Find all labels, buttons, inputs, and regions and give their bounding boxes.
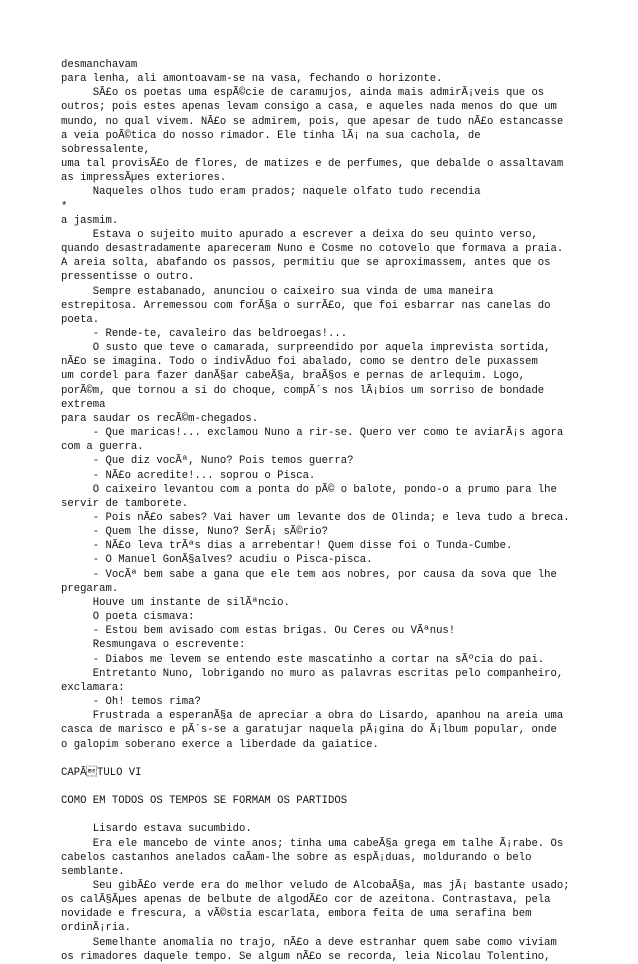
text-line: Houve um instante de silÃªncio. bbox=[61, 596, 290, 609]
text-block-narrative bbox=[61, 58, 601, 752]
text-line: cabelos castanhos anelados caÃam-lhe sobre as espÃ¡duas, moldurando o belo bbox=[61, 851, 532, 864]
text-block-chapter bbox=[61, 822, 601, 964]
text-line: Naqueles olhos tudo eram prados; naquele olfato tudo recendia bbox=[61, 186, 481, 199]
text-line: Lisardo estava sucumbido. bbox=[61, 823, 252, 836]
document-page bbox=[61, 58, 601, 964]
text-line: a veia poÃ©tica do nosso rimador. Ele tinha lÃ¡ na sua cachola, de bbox=[61, 129, 481, 142]
text-line: Entretanto Nuno, lobrigando no muro as palavras escritas pelo companheiro, bbox=[61, 667, 564, 680]
chapter-title: COMO EM TODOS OS TEMPOS SE FORMAM OS PARTIDOS bbox=[61, 795, 348, 808]
text-line: Estava o sujeito muito apurado a escrever a deixa do seu quinto verso, bbox=[61, 228, 538, 241]
text-line: - O Manuel GonÃ§alves? acudiu o Pisca-pisca. bbox=[61, 554, 373, 567]
spacer bbox=[61, 808, 601, 822]
text-line: nÃ£o se imagina. Todo o indivÃduo foi abalado, como se dentro dele puxassem bbox=[61, 356, 538, 369]
text-line: - Rende-te, cavaleiro das beldroegas!... bbox=[61, 327, 348, 340]
text-line: a jasmim. bbox=[61, 214, 119, 227]
text-line: Frustrada a esperanÃ§a de apreciar a obra do Lisardo, apanhou na areia uma bbox=[61, 710, 564, 723]
chapter-label: CAPÃTULO VI bbox=[61, 766, 142, 779]
text-line: exclamara: bbox=[61, 681, 125, 694]
text-line: um cordel para fazer danÃ§ar cabeÃ§a, braÃ§os e pernas de arlequim. Logo, bbox=[61, 370, 526, 383]
text-line: para lenha, ali amontoavam-se na vasa, fechando o horizonte. bbox=[61, 73, 443, 86]
text-line: para saudar os recÃ©m-chegados. bbox=[61, 412, 259, 425]
text-line: Semelhante anomalia no trajo, nÃ£o a deve estranhar quem sabe como viviam bbox=[61, 936, 557, 949]
text-line: semblante. bbox=[61, 865, 125, 878]
text-line: - Que diz vocÃª, Nuno? Pois temos guerra? bbox=[61, 455, 354, 468]
text-line: as impressÃµes exteriores. bbox=[61, 172, 227, 185]
text-line: com a guerra. bbox=[61, 441, 144, 454]
spacer bbox=[61, 752, 601, 766]
text-line: - Diabos me levem se entendo este mascatinho a cortar na sÃºcia do pai. bbox=[61, 653, 545, 666]
text-line: o galopim soberano exerce a liberdade da gaiatice. bbox=[61, 738, 379, 751]
text-line: - Que maricas!... exclamou Nuno a rir-se. Quero ver como te aviarÃ¡s agora bbox=[61, 427, 564, 440]
text-line: porÃ©m, que tornou a si do choque, compÃ´s nos lÃ¡bios um sorriso de bondade bbox=[61, 384, 545, 397]
text-line: estrepitosa. Arremessou com forÃ§a o surrÃ£o, que foi esbarrar nas canelas do bbox=[61, 299, 551, 312]
text-line: extrema bbox=[61, 398, 106, 411]
text-line: os rimadores daquele tempo. Se algum nÃ£o se recorda, leia Nicolau Tolentino, bbox=[61, 950, 551, 963]
text-line: uma tal provisÃ£o de flores, de matizes e de perfumes, que debalde o assaltavam bbox=[61, 158, 564, 171]
text-line: servir de tamborete. bbox=[61, 497, 189, 510]
text-line: Resmungava o escrevente: bbox=[61, 639, 246, 652]
text-line: O caixeiro levantou com a ponta do pÃ© o balote, pondo-o a prumo para lhe bbox=[61, 483, 557, 496]
text-line: - Pois nÃ£o sabes? Vai haver um levante dos de Olinda; e leva tudo a breca. bbox=[61, 512, 570, 524]
text-line: poeta. bbox=[61, 313, 100, 326]
text-line: quando desastradamente apareceram Nuno e Cosme no cotovelo que formava a praia. bbox=[61, 243, 564, 256]
text-line: os calÃ§Ãµes apenas de belbute de algodÃ£o cor de azeitona. Contrastava, pela bbox=[61, 894, 551, 907]
text-line: O poeta cismava: bbox=[61, 611, 195, 624]
text-line: Sempre estabanado, anunciou o caixeiro sua vinda de uma maneira bbox=[61, 285, 494, 298]
text-line: Era ele mancebo de vinte anos; tinha uma cabeÃ§a grega em talhe Ã¡rabe. Os bbox=[61, 837, 564, 850]
text-line: desmanchavam bbox=[61, 59, 138, 71]
spacer bbox=[61, 780, 601, 794]
text-line: - Oh! temos rima? bbox=[61, 696, 201, 709]
text-line: novidade e frescura, a vÃ©stia escarlata, embora feita de uma serafina bem bbox=[61, 908, 532, 921]
text-line: - NÃ£o leva trÃªs dias a arrebentar! Quem disse foi o Tunda-Cumbe. bbox=[61, 540, 513, 553]
text-line: outros; pois estes apenas levam consigo a casa, e aqueles nada menos do que um bbox=[61, 101, 557, 114]
text-line: A areia solta, abafando os passos, permitiu que se aproximassem, antes que os bbox=[61, 257, 551, 270]
text-line: casca de marisco e pÃ´s-se a garatujar naquela pÃ¡gina do Ã¡lbum popular, onde bbox=[61, 724, 557, 737]
text-line: pressentisse o outro. bbox=[61, 271, 195, 284]
text-line: O susto que teve o camarada, surpreendido por aquela imprevista sortida, bbox=[61, 342, 551, 355]
text-line: sobressalente, bbox=[61, 143, 151, 156]
text-line: - VocÃª bem sabe a gana que ele tem aos nobres, por causa da sova que lhe bbox=[61, 568, 557, 581]
text-line: ordinÃ¡ria. bbox=[61, 922, 131, 935]
text-line: - Quem lhe disse, Nuno? SerÃ¡ sÃ©rio? bbox=[61, 526, 329, 539]
text-line: Seu gibÃ£o verde era do melhor veludo de AlcobaÃ§a, mas jÃ¡ bastante usado; bbox=[61, 880, 570, 893]
text-line: pregaram. bbox=[61, 582, 119, 595]
text-line: - Estou bem avisado com estas brigas. Ou Ceres ou VÃªnus! bbox=[61, 625, 456, 638]
text-line: - NÃ£o acredite!... soprou o Pisca. bbox=[61, 469, 316, 482]
text-line: SÃ£o os poetas uma espÃ©cie de caramujos, ainda mais admirÃ¡veis que os bbox=[61, 87, 545, 100]
text-line: mundo, no qual vivem. NÃ£o se admirem, pois, que apesar de tudo nÃ£o estancasse bbox=[61, 115, 564, 128]
text-line: * bbox=[61, 200, 68, 213]
